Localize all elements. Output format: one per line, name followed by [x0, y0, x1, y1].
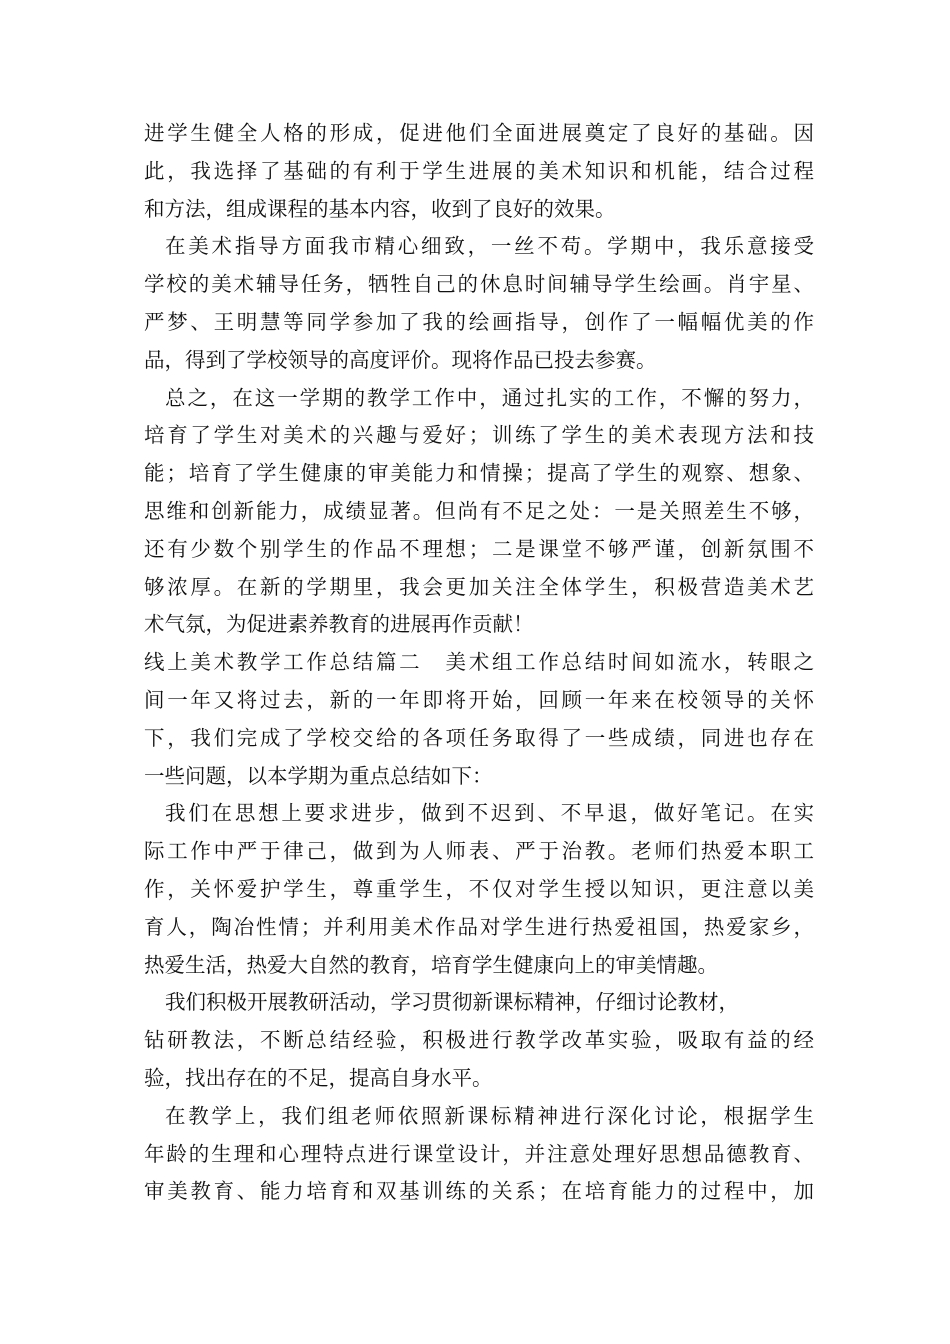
- text-line: 和方法，组成课程的基本内容，收到了良好的效果。: [144, 196, 616, 221]
- section-heading-line: 线上美术教学工作总结篇二 美术组工作总结时间如流水，转眼之: [144, 650, 814, 675]
- text-line: 钻研教法，不断总结经验，积极进行教学改革实验，吸取有益的经: [144, 1028, 814, 1053]
- text-line: 还有少数个别学生的作品不理想；二是课堂不够严谨，创新氛围不: [144, 536, 814, 561]
- paragraph-first-line: 我们在思想上要求进步，做到不迟到、不早退，做好笔记。在实: [165, 801, 814, 826]
- text-line: 严梦、王明慧等同学参加了我的绘画指导，创作了一幅幅优美的作: [144, 309, 814, 334]
- text-line: 育人，陶冶性情；并利用美术作品对学生进行热爱祖国，热爱家乡，: [144, 914, 814, 939]
- text-line: 术气氛，为促进素养教育的进展再作贡献！: [144, 612, 534, 637]
- text-line: 思维和创新能力，成绩显著。但尚有不足之处：一是关照差生不够，: [144, 498, 814, 523]
- text-line: 学校的美术辅导任务，牺牲自己的休息时间辅导学生绘画。肖宇星、: [144, 272, 814, 297]
- document-body: [144, 115, 814, 1211]
- paragraph-first-line: 我们积极开展教研活动，学习贯彻新课标精神，仔细讨论教材，: [165, 990, 739, 1015]
- paragraph-first-line: 在美术指导方面我市精心细致，一丝不苟。学期中，我乐意接受: [165, 234, 814, 259]
- text-line: 一些问题，以本学期为重点总结如下：: [144, 763, 493, 788]
- text-line: 培育了学生对美术的兴趣与爱好；训练了学生的美术表现方法和技: [144, 423, 814, 448]
- text-line: 作，关怀爱护学生，尊重学生，不仅对学生授以知识，更注意以美: [144, 876, 814, 901]
- text-line: 品，得到了学校领导的高度评价。现将作品已投去参赛。: [144, 347, 657, 372]
- text-line: 能；培育了学生健康的审美能力和情操；提高了学生的观察、想象、: [144, 461, 814, 486]
- text-line: 间一年又将过去，新的一年即将开始，回顾一年来在校领导的关怀: [144, 687, 814, 712]
- paragraph-first-line: 总之，在这一学期的教学工作中，通过扎实的工作，不懈的努力，: [165, 385, 814, 410]
- text-line: 够浓厚。在新的学期里，我会更加关注全体学生，积极营造美术艺: [144, 574, 814, 599]
- text-line: 此，我选择了基础的有利于学生进展的美术知识和机能，结合过程: [144, 158, 814, 183]
- paragraph-first-line: 在教学上，我们组老师依照新课标精神进行深化讨论，根据学生: [165, 1103, 814, 1128]
- text-line: 年龄的生理和心理特点进行课堂设计，并注意处理好思想品德教育、: [144, 1141, 814, 1166]
- text-line: 热爱生活，热爱大自然的教育，培育学生健康向上的审美情趣。: [144, 952, 718, 977]
- text-line: 际工作中严于律己，做到为人师表、严于治教。老师们热爱本职工: [144, 839, 814, 864]
- text-line: 进学生健全人格的形成，促进他们全面进展奠定了良好的基础。因: [144, 121, 814, 145]
- text-line: 下，我们完成了学校交给的各项任务取得了一些成绩，同进也存在: [144, 725, 814, 750]
- text-line: 验，找出存在的不足，提高自身水平。: [144, 1065, 493, 1090]
- text-line: 审美教育、能力培育和双基训练的关系；在培育能力的过程中，加: [144, 1179, 814, 1204]
